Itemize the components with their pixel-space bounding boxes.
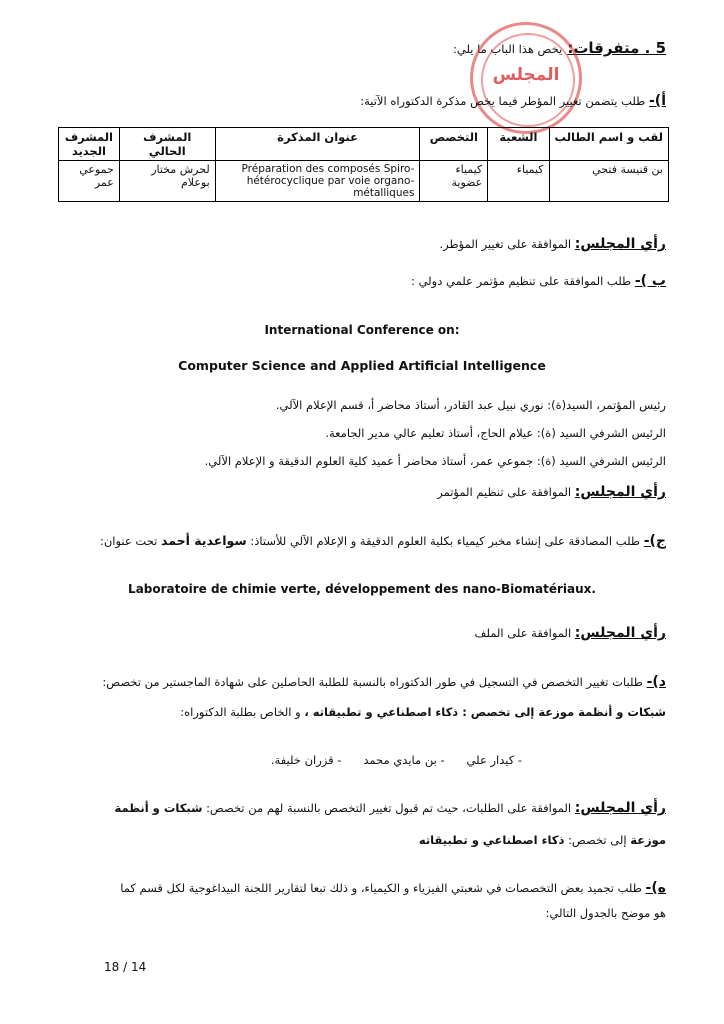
table-header: المشرف الحالي: [119, 128, 215, 161]
opinion-text: الموافقة على تغيير المؤطر.: [439, 237, 572, 251]
table-header: التخصص: [420, 128, 488, 161]
section-heading: 5 . متفرقات:: [567, 39, 666, 57]
student-name: - كيدار علي: [466, 753, 522, 767]
item-d-line2-rest: و الخاص بطلبة الدكتوراه:: [180, 705, 301, 719]
table-cell: لحرش مختار بوعلام: [119, 161, 215, 202]
table-header-row: [59, 128, 669, 161]
conference-person: الرئيس الشرفي السيد (ة): جموعي عمر، أستاذ محاضر أ عميد كلية العلوم الدقيقة و الإعلام الآلي.: [204, 454, 666, 468]
item-e-letter: ه)-: [645, 880, 666, 896]
item-d-specialty: شبكات و أنظمة موزعة إلى تخصص : ذكاء اصطناعي و تطبيقاته ،: [304, 705, 666, 719]
opinion-text: الموافقة على الطلبات، حيث تم قبول تغيير التخصص بالنسبة لهم من تخصص:: [206, 801, 572, 815]
item-d-line-2: [46, 705, 666, 719]
item-c-line: [46, 533, 666, 549]
item-d-letter: د)-: [646, 674, 666, 690]
item-a-text: طلب يتضمن تغيير المؤطر فيما يخص مذكرة الدكتوراه الآتية:: [360, 94, 646, 108]
student-list: [222, 753, 522, 767]
table-header: الشعبة: [488, 128, 549, 161]
supervisor-change-table: [58, 127, 669, 202]
section-intro: يخص هذا الباب ما يلي:: [452, 42, 563, 56]
official-stamp: [470, 22, 582, 134]
opinion-specialty-c: ذكاء اصطناعي و تطبيقاته: [418, 833, 565, 847]
conference-person: رئيس المؤتمر، السيد(ة): نوري نبيل عبد القادر، أستاذ محاضر أ، قسم الإعلام الآلي.: [275, 398, 666, 412]
table-cell: جموعي عمر: [59, 161, 120, 202]
table-cell: Préparation des composés Spiro-hétérocyclique par voie organo- métalliques: [215, 161, 420, 202]
item-b-letter: ب )-: [634, 273, 666, 289]
opinion-specialty-a: شبكات و أنظمة: [114, 801, 203, 815]
table-header: لقب و اسم الطالب: [549, 128, 668, 161]
lab-professor: سواعدية أحمد: [160, 533, 247, 548]
item-c-text: طلب المصادقة على إنشاء مخبر كيمياء بكلية العلوم الدقيقة و الإعلام الآلي للأستاذ:: [250, 534, 641, 548]
table-cell: بن قنيسة فتحي: [549, 161, 668, 202]
opinion-mid: إلى تخصص:: [568, 833, 627, 847]
item-d-opinion: [46, 800, 666, 816]
table-header: عنوان المذكرة: [215, 128, 420, 161]
item-b-opinion: [66, 484, 666, 500]
section-heading-line: [266, 38, 666, 57]
opinion-specialty-b: موزعة: [630, 833, 666, 847]
lab-title: Laboratoire de chimie verte, développement des nano-Biomatériaux.: [128, 582, 596, 596]
item-e-line-2: هو موضح بالجدول التالي:: [545, 906, 666, 920]
student-name: - بن مايدي محمد: [363, 753, 445, 767]
table-header: المشرف الجديد: [59, 128, 120, 161]
item-d-opinion-line-2: [46, 833, 666, 847]
opinion-label: رأي المجلس:: [574, 800, 666, 816]
stamp-text: المجلس: [492, 65, 560, 85]
item-c-title-prefix: تحت عنوان:: [99, 534, 158, 548]
item-c-letter: ج)-: [643, 533, 666, 549]
item-c-opinion: [66, 625, 666, 641]
conference-line-2: Computer Science and Applied Artificial Intelligence: [178, 358, 546, 373]
item-a-opinion: [66, 236, 666, 252]
opinion-text: الموافقة على تنظيم المؤتمر: [437, 485, 572, 499]
item-a-line: [66, 93, 666, 109]
table-cell: كيمياء عضوية: [420, 161, 488, 202]
item-e-line: [36, 880, 666, 896]
conference-line-1: International Conference on:: [264, 323, 460, 337]
table-row: [59, 161, 669, 202]
opinion-label: رأي المجلس:: [574, 625, 666, 641]
opinion-label: رأي المجلس:: [574, 236, 666, 252]
item-a-letter: أ)-: [648, 93, 666, 109]
item-d-text: طلبات تغيير التخصص في التسجيل في طور الدكتوراه بالنسبة للطلبة الحاصلين على شهادة الماجستير من تخصص:: [102, 675, 643, 689]
item-b-line: [66, 273, 666, 289]
item-d-line: [46, 674, 666, 690]
page-number: 18 / 14: [104, 960, 147, 974]
item-e-text: طلب تجميد بعض التخصصات في شعبتي الفيزياء و الكيمياء، و ذلك تبعا لتقارير اللجنة البيداغوجية لكل قسم كما: [120, 881, 642, 895]
conference-person: الرئيس الشرفي السيد (ة): عيلام الحاج، أستاذ تعليم عالي مدير الجامعة.: [325, 426, 666, 440]
opinion-label: رأي المجلس:: [574, 484, 666, 500]
table-cell: كيمياء: [488, 161, 549, 202]
student-name: - قزران خليفة.: [270, 753, 342, 767]
item-b-text: طلب الموافقة على تنظيم مؤتمر علمي دولي :: [411, 274, 632, 288]
opinion-text: الموافقة على الملف: [474, 626, 572, 640]
